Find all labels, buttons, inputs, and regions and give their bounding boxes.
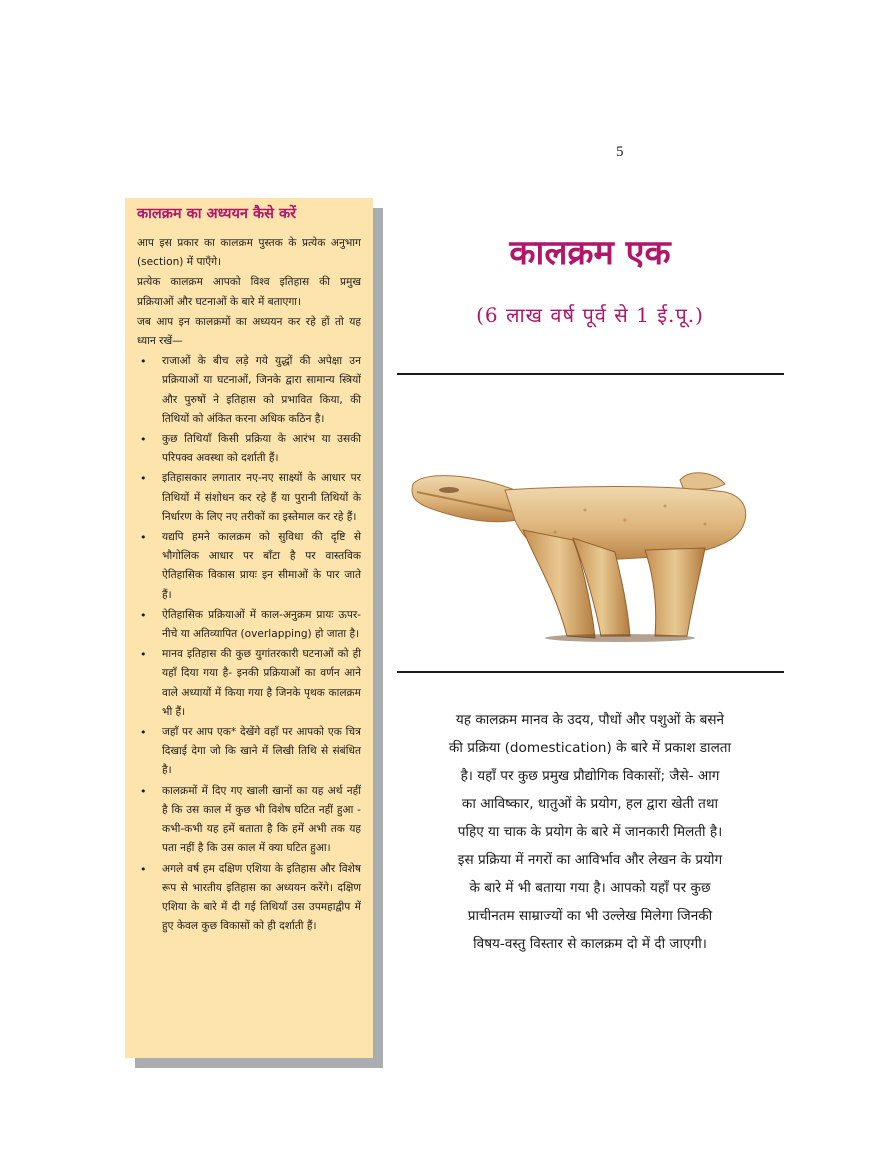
bullet-icon: • [140,433,147,447]
sidebar-bullet-item [137,782,361,859]
sidebar-bullet-item [137,528,361,605]
bullet-icon: • [140,648,147,662]
sidebar-title: कालक्रम का अध्ययन कैसे करें [137,206,297,222]
bullet-text: अगले वर्ष हम दक्षिण एशिया के इतिहास और विशेष रूप से भारतीय इतिहास का अध्ययन करेंगे। दक्षिण एशिया के बारे में दी गई तिथियाँ उस उपमहाद्वीप में हुए केवल कुछ विकासों को ही दर्शाती हैं। [162,862,361,933]
figurine-image [405,440,775,650]
sidebar-bullet-item [137,860,361,937]
intro-line: विषय-वस्तु विस्तार से कालक्रम दो में दी जाएगी। [473,936,707,952]
intro-line: की प्रक्रिया (domestication) के बारे में प्रकाश डालता [448,740,732,756]
sidebar-bullet-list [137,352,361,936]
bullet-text: कालक्रमों में दिए गए खाली खानों का यह अर्थ नहीं है कि उस काल में कुछ भी विशेष घटित नहीं हुआ - कभी-कभी यह हमें बताता है कि हमें अभी तक यह पता नहीं है कि उस काल में क्या घटित हुआ। [162,784,361,855]
sidebar-bullet-item [137,352,361,429]
sidebar-bullet-item [137,723,361,781]
bullet-text: इतिहासकार लगातार नए-नए साक्ष्यों के आधार पर तिथियों में संशोधन कर रहे हैं या पुरानी तिथियों के निर्धारण के लिए नए तरीकों का इस्तेमाल कर रहे हैं। [162,472,361,523]
bullet-icon: • [140,726,147,740]
bullet-text: कुछ तिथियाँ किसी प्रक्रिया के आरंभ या उसकी परिपक्व अवस्था को दर्शाती हैं। [162,433,361,465]
intro-line: का आविष्कार, धातुओं के प्रयोग, हल द्वारा खेती तथा [461,796,719,812]
intro-line: इस प्रक्रिया में नगरों का आविर्भाव और लेखन के प्रयोग [457,852,723,868]
intro-line: यह कालक्रम मानव के उदय, पौधों और पशुओं के बसने [455,712,725,728]
bullet-text: राजाओं के बीच लड़े गये युद्धों की अपेक्षा उन प्रक्रियाओं या घटनाओं, जिनके द्वारा सामान्य स्त्रियों और पुरुषों ने इतिहास को प्रभावित किया, की तिथियों को अंकित करना अधिक कठिन है। [162,355,361,425]
sidebar-bullet-item [137,645,361,722]
bullet-icon: • [140,608,147,622]
bullet-text: ऐतिहासिक प्रक्रियाओं में काल-अनुक्रम प्रायः ऊपर-नीचे या अतिव्यापित (overlapping) हो जाता है। [162,608,361,641]
bullet-text: मानव इतिहास की कुछ युगांतरकारी घटनाओं को ही यहाँ दिया गया है- इनकी प्रक्रियाओं का वर्णन आने वाले अध्यायों में किया गया है जिनके पृथक कालक्रम भी हैं। [162,648,361,718]
bullet-icon: • [140,531,147,545]
sidebar-paragraph: आप इस प्रकार का कालक्रम पुस्तक के प्रत्येक अनुभाग (section) में पाएँगे। [137,237,361,269]
bullet-icon: • [140,862,147,876]
intro-line: प्राचीनतम साम्राज्यों का भी उल्लेख मिलेगा जिनकी [467,908,713,924]
sidebar-bullet-item [137,469,361,527]
sidebar-paragraph: जब आप इन कालक्रमों का अध्ययन कर रहे हों तो यह ध्यान रखें— [137,315,361,348]
bullet-text: जहाँ पर आप एक* देखेंगे वहाँ पर आपको एक चित्र दिखाई देगा जो कि खाने में लिखी तिथि से संबंधित है। [162,726,361,777]
sidebar-paragraph: प्रत्येक कालक्रम आपको विश्व इतिहास की प्रमुख प्रक्रियाओं और घटनाओं के बारे में बताएगा। [137,276,361,308]
bullet-icon: • [140,355,147,369]
terracotta-animal-icon [405,440,775,650]
intro-line: पहिए या चाक के प्रयोग के बारे में जानकारी मिलती है। [457,824,723,840]
sidebar-bullet-item [137,606,361,644]
how-to-study-box [125,198,373,1058]
divider-bottom [397,671,784,673]
bullet-icon: • [140,784,147,798]
chapter-subtitle: (6 लाख वर्ष पूर्व से 1 ई.पू.) [476,303,704,327]
sidebar-bullet-item [137,430,361,468]
chapter-title: कालक्रम एक [509,233,671,273]
intro-line: है। यहाँ पर कुछ प्रमुख प्रौद्योगिक विकासों; जैसे- आग [460,768,720,784]
divider-top [397,373,784,375]
page-number: 5 [616,144,624,160]
bullet-icon: • [140,472,147,486]
intro-line: के बारे में भी बताया गया है। आपको यहाँ पर कुछ [469,880,711,896]
chapter-intro [400,706,780,958]
bullet-text: यद्यपि हमने कालक्रम को सुविधा की दृष्टि से भौगोलिक आधार पर बाँटा है पर वास्तविक ऐतिहासिक विकास प्रायः इन सीमाओं के पार जाते हैं। [162,531,361,601]
